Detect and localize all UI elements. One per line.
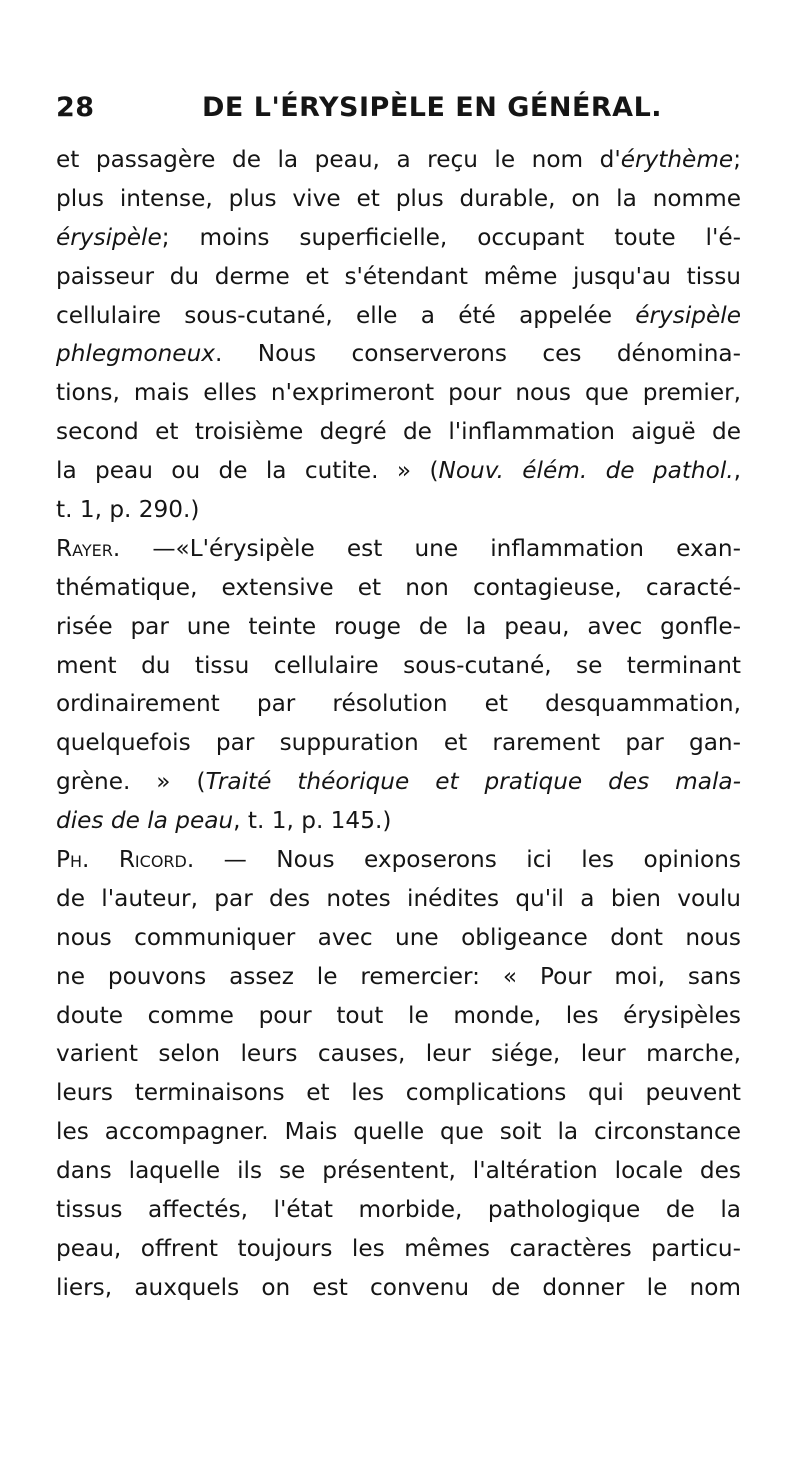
text-run: peau, offrent toujours les mêmes caractères particu-	[56, 1234, 741, 1262]
text-line	[56, 841, 741, 880]
italic-run: érysipèle	[56, 223, 162, 251]
text-line	[56, 491, 741, 530]
text-run: liers, auxquels on est convenu de donner le nom	[56, 1273, 741, 1301]
text-run: doute comme pour tout le monde, les érysipèles	[56, 1001, 741, 1029]
text-line	[56, 1035, 741, 1074]
text-line	[56, 763, 741, 802]
text-line	[56, 1191, 741, 1230]
text-run: tissus affectés, l'état morbide, pathologique de la	[56, 1196, 741, 1224]
italic-run: Traité théorique et pratique des mala-	[205, 768, 741, 796]
text-line	[56, 1074, 741, 1113]
text-run: t. 1, p. 290.)	[56, 496, 200, 524]
text-line	[56, 530, 741, 569]
text-line	[56, 1152, 741, 1191]
text-line	[56, 1113, 741, 1152]
text-line	[56, 647, 741, 686]
text-run: second et troisième degré de l'inflammation aiguë de	[56, 418, 741, 446]
text-line	[56, 374, 741, 413]
text-line	[56, 180, 741, 219]
text-run: risée par une teinte rouge de la peau, avec gonfle-	[56, 612, 741, 640]
text-run: quelquefois par suppuration et rarement par gan-	[56, 729, 741, 757]
italic-run: Nouv. élém. de pathol.	[438, 457, 734, 485]
page-header	[56, 92, 736, 132]
text-line	[56, 802, 741, 841]
page-number: 28	[56, 92, 95, 123]
text-run: les accompagner. Mais quelle que soit la circonstance	[56, 1118, 741, 1146]
body-text	[56, 141, 741, 1308]
text-run: et passagère de la peau, a reçu le nom d'	[56, 146, 621, 173]
text-line	[56, 880, 741, 919]
text-run: , t. 1, p. 145.)	[233, 807, 392, 835]
text-run: paisseur du derme et s'étendant même jusqu'au tissu	[56, 262, 741, 290]
text-line	[56, 297, 741, 336]
text-run: — Nous exposerons ici les opinions	[194, 846, 741, 874]
text-line	[56, 1269, 741, 1308]
author-name: Ph. Ricord.	[56, 846, 195, 874]
text-line	[56, 569, 741, 608]
text-run: ; moins superficielle, occupant toute l'é-	[161, 223, 741, 251]
text-line	[56, 335, 741, 374]
text-line	[56, 919, 741, 958]
text-line	[56, 685, 741, 724]
text-run: tions, mais elles n'exprimeront pour nous que premier,	[56, 379, 741, 407]
text-line	[56, 452, 741, 491]
text-run: ordinairement par résolution et desquammation,	[56, 690, 741, 718]
text-line	[56, 219, 741, 258]
text-line	[56, 1230, 741, 1269]
text-line	[56, 997, 741, 1036]
italic-run: érysipèle	[635, 301, 741, 329]
text-run: thématique, extensive et non contagieuse, caracté-	[56, 573, 741, 601]
text-run: ne pouvons assez le remercier: « Pour moi, sans	[56, 962, 741, 990]
text-run: nous communiquer avec une obligeance dont nous	[56, 923, 741, 951]
text-run: de l'auteur, par des notes inédites qu'il a bien voulu	[56, 884, 741, 912]
italic-run: érythème	[620, 146, 734, 173]
italic-run: dies de la peau	[56, 807, 234, 835]
text-run: dans laquelle ils se présentent, l'altération locale des	[56, 1157, 741, 1185]
text-run: ment du tissu cellulaire sous-cutané, se terminant	[56, 651, 741, 679]
text-run: ,	[733, 457, 742, 485]
text-run: ;	[733, 146, 741, 173]
text-run: varient selon leurs causes, leur siége, leur marche,	[56, 1040, 741, 1068]
text-line	[56, 724, 741, 763]
text-run: plus intense, plus vive et plus durable, on la nomme	[56, 184, 741, 212]
text-line	[56, 958, 741, 997]
text-run: . Nous conserverons ces dénomina-	[215, 340, 741, 368]
text-run: —«L'érysipèle est une inflammation exan-	[120, 534, 741, 562]
italic-run: phlegmoneux	[56, 340, 215, 368]
text-run: cellulaire sous-cutané, elle a été appelée	[56, 301, 636, 329]
text-run: la peau ou de la cutite. » (	[56, 457, 439, 485]
text-line	[56, 413, 741, 452]
text-line	[56, 258, 741, 297]
running-title: DE L'ÉRYSIPÈLE EN GÉNÉRAL.	[202, 92, 663, 123]
text-run: grène. » (	[56, 768, 206, 796]
text-line	[56, 141, 741, 180]
text-line	[56, 608, 741, 647]
text-run: leurs terminaisons et les complications qui peuvent	[56, 1079, 741, 1107]
author-name: Rayer.	[56, 534, 121, 562]
